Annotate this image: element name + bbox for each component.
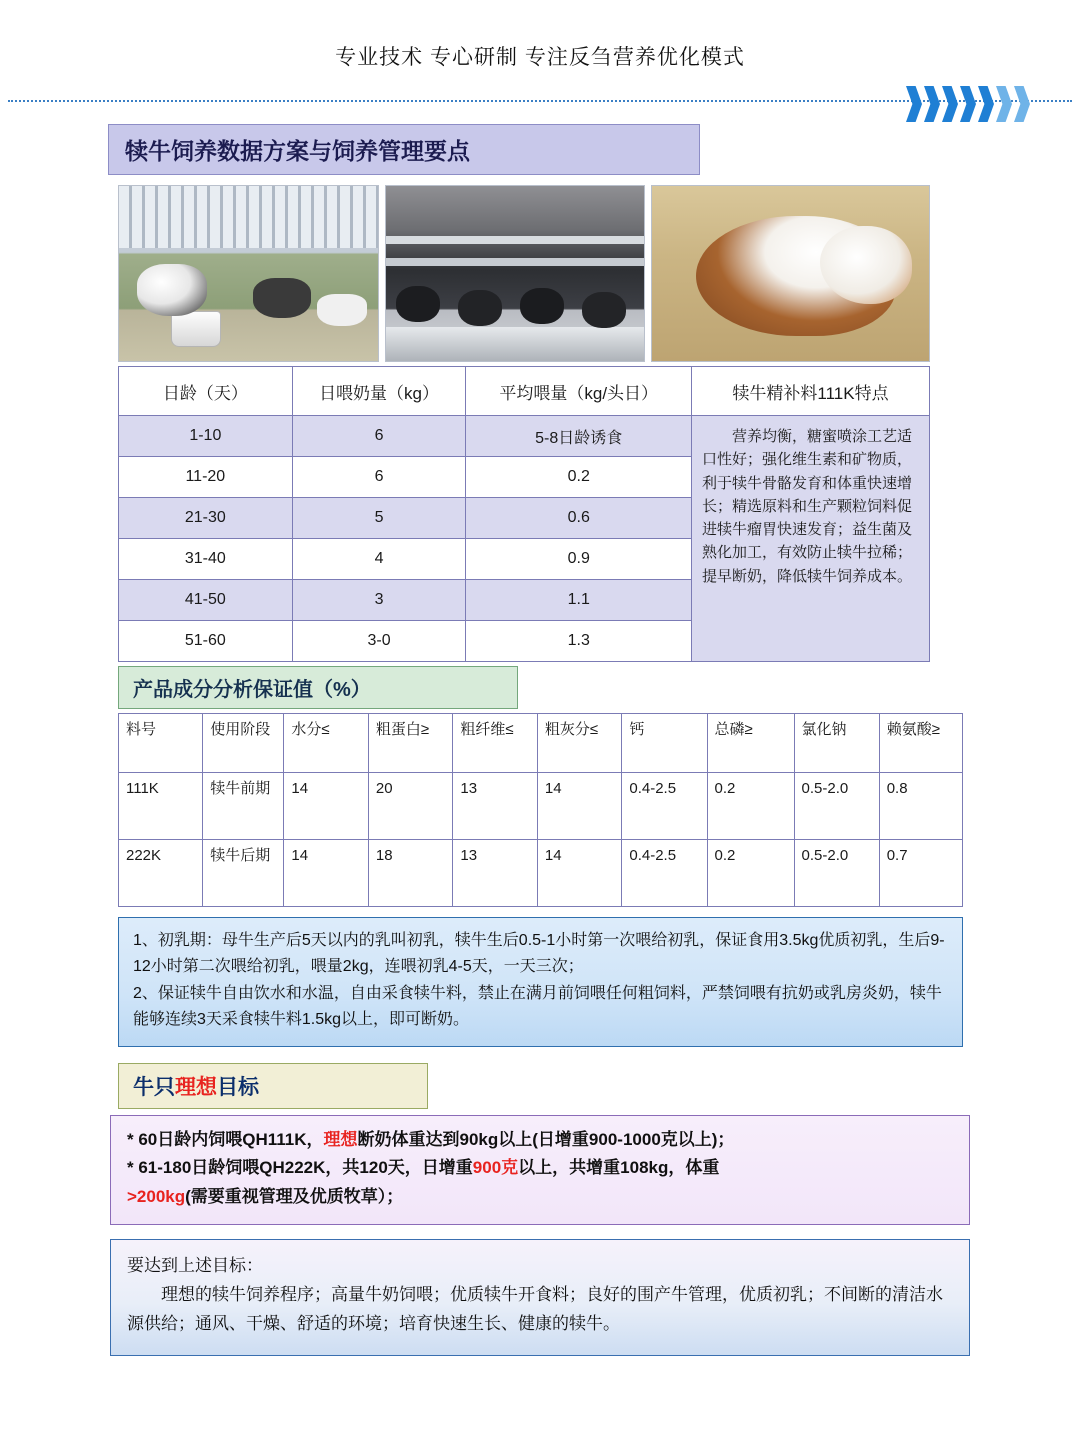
goal-item-2 xyxy=(127,1154,955,1183)
goal-item-1 xyxy=(127,1126,955,1155)
cell-code: 222K xyxy=(119,840,203,907)
chevron-icon xyxy=(942,86,958,122)
chevron-icon xyxy=(978,86,994,122)
composition-table xyxy=(118,713,963,907)
cell-phosphorus: 0.2 xyxy=(707,840,794,907)
col-feature: 犊牛精补料111K特点 xyxy=(692,367,930,416)
cell-protein: 20 xyxy=(368,773,453,840)
page-header xyxy=(0,0,1080,108)
cell-ash: 14 xyxy=(537,773,622,840)
chevron-icon xyxy=(1014,86,1030,122)
cell-milk: 3-0 xyxy=(292,621,466,662)
goal-item-1-text-a: * 60日龄内饲喂QH111K， xyxy=(127,1129,324,1149)
table-row xyxy=(119,416,930,457)
goal-item-1-highlight: 理想 xyxy=(323,1129,358,1149)
goal-item-2-text-b: 以上，共增重108kg，体重 xyxy=(518,1158,720,1178)
header-slogan: 专业技术 专心研制 专注反刍营养优化模式 xyxy=(335,46,745,69)
goal-title-highlight: 理想 xyxy=(175,1075,217,1099)
goal-title-prefix: 牛只 xyxy=(133,1075,175,1099)
composition-title-banner: 产品成分分析保证值（%） xyxy=(118,666,518,709)
table-row xyxy=(119,840,963,907)
photo-strip xyxy=(118,185,930,362)
col-fiber: 粗纤维≤ xyxy=(453,714,538,773)
cell-calcium: 0.4-2.5 xyxy=(622,840,707,907)
col-milk: 日喂奶量（kg） xyxy=(292,367,466,416)
cell-avg: 0.2 xyxy=(466,457,692,498)
bucket-shape xyxy=(171,311,221,347)
cell-lysine: 0.7 xyxy=(879,840,962,907)
col-protein: 粗蛋白≥ xyxy=(368,714,453,773)
photo-calves-in-pen xyxy=(118,185,379,362)
cell-age: 41-50 xyxy=(119,580,293,621)
note-line-1: 1、初乳期：母牛生产后5天以内的乳叫初乳，犊牛生后0.5-1小时第一次喂给初乳，保证食用3.5kg优质初乳，生后9-12小时第二次喂给初乳，喂量2kg，连喂初乳4-5天，一天三次； xyxy=(133,932,945,976)
cell-ash: 14 xyxy=(537,840,622,907)
goal-title-banner xyxy=(118,1063,428,1109)
cell-phosphorus: 0.2 xyxy=(707,773,794,840)
cell-milk: 6 xyxy=(292,416,466,457)
cell-protein: 18 xyxy=(368,840,453,907)
conclusion-body: 理想的犊牛饲养程序；高量牛奶饲喂；优质犊牛开食料；良好的围产牛管理，优质初乳；不间断的清洁水源供给；通风、干燥、舒适的环境；培育快速生长、健康的犊牛。 xyxy=(127,1285,943,1334)
table-header-row xyxy=(119,367,930,416)
page-body xyxy=(0,124,1080,1356)
goal-box xyxy=(110,1115,970,1226)
goal-item-1-text-b: 断奶体重达到90kg以上(日增重900-1000克以上)； xyxy=(357,1129,735,1149)
photo-feeding-line xyxy=(385,185,646,362)
col-ash: 粗灰分≤ xyxy=(537,714,622,773)
cell-avg: 1.3 xyxy=(466,621,692,662)
goal-item-2-text-a: * 61-180日龄饲喂QH222K，共120天，日增重 xyxy=(127,1158,473,1178)
cell-stage: 犊牛后期 xyxy=(203,840,284,907)
notes-box xyxy=(118,917,963,1047)
col-moisture: 水分≤ xyxy=(284,714,369,773)
cell-age: 21-30 xyxy=(119,498,293,539)
feeding-schedule-table xyxy=(118,366,930,662)
cell-code: 111K xyxy=(119,773,203,840)
table-row xyxy=(119,773,963,840)
chevron-icon xyxy=(924,86,940,122)
goal-item-3-text: (需要重视管理及优质牧草）； xyxy=(185,1187,404,1207)
cell-nacl: 0.5-2.0 xyxy=(794,773,879,840)
photo-brown-calf xyxy=(651,185,930,362)
cell-avg: 1.1 xyxy=(466,580,692,621)
col-lysine: 赖氨酸≥ xyxy=(879,714,962,773)
cell-avg: 0.6 xyxy=(466,498,692,539)
col-phosphorus: 总磷≥ xyxy=(707,714,794,773)
note-line-2: 2、保证犊牛自由饮水和水温，自由采食犊牛料，禁止在满月前饲喂任何粗饲料，严禁饲喂有抗奶或乳房炎奶，犊牛能够连续3天采食犊牛料1.5kg以上，即可断奶。 xyxy=(133,984,942,1029)
cell-fiber: 13 xyxy=(453,773,538,840)
cell-age: 1-10 xyxy=(119,416,293,457)
cell-moisture: 14 xyxy=(284,840,369,907)
conclusion-heading: 要达到上述目标： xyxy=(127,1256,263,1276)
col-age: 日龄（天） xyxy=(119,367,293,416)
col-avg: 平均喂量（kg/头日） xyxy=(466,367,692,416)
cell-milk: 5 xyxy=(292,498,466,539)
col-nacl: 氯化钠 xyxy=(794,714,879,773)
cell-lysine: 0.8 xyxy=(879,773,962,840)
cell-avg: 0.9 xyxy=(466,539,692,580)
section-title-banner: 犊牛饲养数据方案与饲养管理要点 xyxy=(108,124,700,175)
chevron-decoration xyxy=(906,86,1066,122)
chevron-icon xyxy=(960,86,976,122)
cell-milk: 3 xyxy=(292,580,466,621)
col-stage: 使用阶段 xyxy=(203,714,284,773)
cell-age: 51-60 xyxy=(119,621,293,662)
cell-milk: 4 xyxy=(292,539,466,580)
cell-avg: 5-8日龄诱食 xyxy=(466,416,692,457)
conclusion-box xyxy=(110,1239,970,1356)
cell-moisture: 14 xyxy=(284,773,369,840)
cell-stage: 犊牛前期 xyxy=(203,773,284,840)
cell-product-feature: 营养均衡，糖蜜喷涂工艺适口性好；强化维生素和矿物质，利于犊牛骨骼发育和体重快速增长；精选原料和生产颗粒饲料促进犊牛瘤胃快速发育；益生菌及熟化加工，有效防止犊牛拉稀；提早断奶，降低犊牛饲养成本。 xyxy=(692,416,930,662)
goal-item-3-highlight: >200kg xyxy=(127,1187,186,1207)
col-calcium: 钙 xyxy=(622,714,707,773)
chevron-icon xyxy=(996,86,1012,122)
goal-item-2-highlight: 900克 xyxy=(472,1158,519,1178)
cell-age: 11-20 xyxy=(119,457,293,498)
cell-fiber: 13 xyxy=(453,840,538,907)
col-code: 料号 xyxy=(119,714,203,773)
chevron-icon xyxy=(906,86,922,122)
goal-title-suffix: 目标 xyxy=(217,1075,259,1099)
cell-calcium: 0.4-2.5 xyxy=(622,773,707,840)
cell-nacl: 0.5-2.0 xyxy=(794,840,879,907)
cell-age: 31-40 xyxy=(119,539,293,580)
cell-milk: 6 xyxy=(292,457,466,498)
table-header-row xyxy=(119,714,963,773)
trough-shape xyxy=(386,327,645,361)
goal-item-3 xyxy=(127,1183,955,1212)
